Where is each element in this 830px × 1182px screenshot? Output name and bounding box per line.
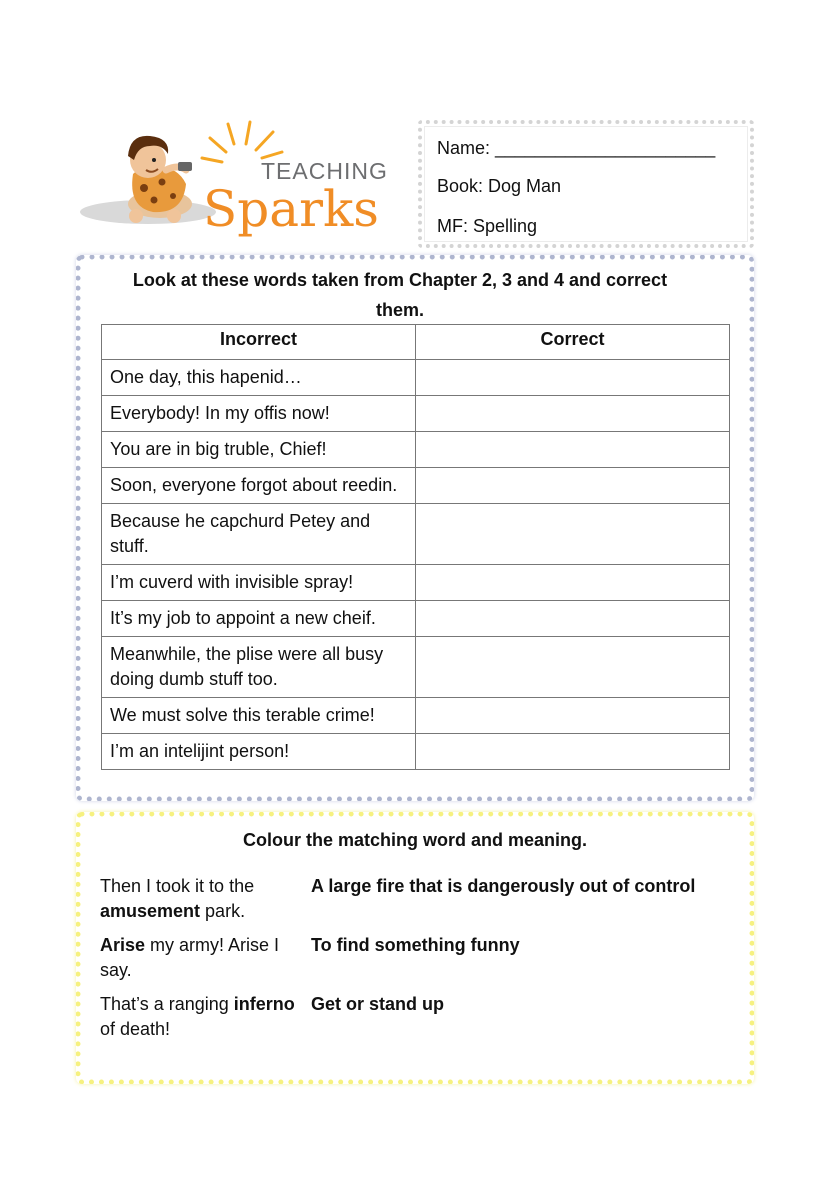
header-correct: Correct — [416, 325, 730, 360]
incorrect-cell: We must solve this terable crime! — [102, 698, 416, 734]
table-row — [102, 637, 730, 698]
incorrect-cell: Soon, everyone forgot about reedin. — [102, 468, 416, 504]
table-row — [102, 396, 730, 432]
sentence-text: of death! — [100, 1019, 171, 1039]
table-header-row — [102, 325, 730, 360]
sentence-text: my army! Arise I say. — [100, 935, 280, 980]
table-row — [102, 734, 730, 770]
teaching-sparks-logo — [78, 112, 388, 242]
correct-cell[interactable] — [416, 504, 730, 565]
correct-cell[interactable] — [416, 734, 730, 770]
sentence-item[interactable] — [100, 992, 300, 1042]
section1-title-line1: Look at these words taken from Chapter 2, 3 and 4 and correct — [132, 270, 668, 290]
section1-title-line2: them. — [375, 300, 424, 320]
section2-title: Colour the matching word and meaning. — [242, 830, 587, 850]
sentence-item[interactable] — [100, 933, 300, 983]
meaning-item[interactable]: To find something funny — [311, 935, 520, 955]
sentence-item[interactable] — [100, 874, 300, 924]
correct-cell[interactable] — [416, 360, 730, 396]
logo-graphic — [78, 112, 388, 242]
correct-cell[interactable] — [416, 637, 730, 698]
sentence-text: Then I took it to the — [100, 876, 255, 896]
table-row — [102, 360, 730, 396]
mf-label: MF: Spelling — [437, 216, 538, 236]
incorrect-cell: It’s my job to appoint a new cheif. — [102, 601, 416, 637]
table-row — [102, 565, 730, 601]
incorrect-cell: Because he capchurd Petey and stuff. — [102, 504, 416, 565]
table-row — [102, 432, 730, 468]
spark-rays — [202, 122, 282, 162]
correct-cell[interactable] — [416, 601, 730, 637]
table-row — [102, 698, 730, 734]
sentence-keyword: Arise — [100, 935, 146, 955]
incorrect-cell: I’m cuverd with invisible spray! — [102, 565, 416, 601]
spelling-table — [101, 324, 730, 770]
incorrect-cell: I’m an intelijint person! — [102, 734, 416, 770]
correct-cell[interactable] — [416, 698, 730, 734]
student-info-box — [418, 120, 754, 248]
sentence-keyword: amusement — [100, 901, 201, 921]
table-row — [102, 504, 730, 565]
book-label: Book: Dog Man — [437, 176, 562, 196]
caveman-mascot — [128, 136, 192, 223]
sentence-text: park. — [200, 901, 246, 921]
logo-text-teaching: TEACHING — [261, 158, 388, 184]
logo-text-sparks: Sparks — [203, 180, 379, 238]
meaning-item[interactable]: A large fire that is dangerously out of control — [311, 876, 696, 896]
incorrect-cell: One day, this hapenid… — [102, 360, 416, 396]
correct-cell[interactable] — [416, 432, 730, 468]
name-field[interactable]: Name: ______________________ — [437, 138, 716, 158]
correct-cell[interactable] — [416, 468, 730, 504]
incorrect-cell: You are in big truble, Chief! — [102, 432, 416, 468]
sentence-keyword: inferno — [233, 994, 295, 1014]
correct-cell[interactable] — [416, 396, 730, 432]
meaning-item[interactable]: Get or stand up — [311, 994, 445, 1014]
sentence-text: That’s a ranging — [100, 994, 234, 1014]
correct-cell[interactable] — [416, 565, 730, 601]
table-row — [102, 601, 730, 637]
incorrect-cell: Meanwhile, the plise were all busy doing dumb stuff too. — [102, 637, 416, 698]
incorrect-cell: Everybody! In my offis now! — [102, 396, 416, 432]
table-row — [102, 468, 730, 504]
header-incorrect: Incorrect — [102, 325, 416, 360]
